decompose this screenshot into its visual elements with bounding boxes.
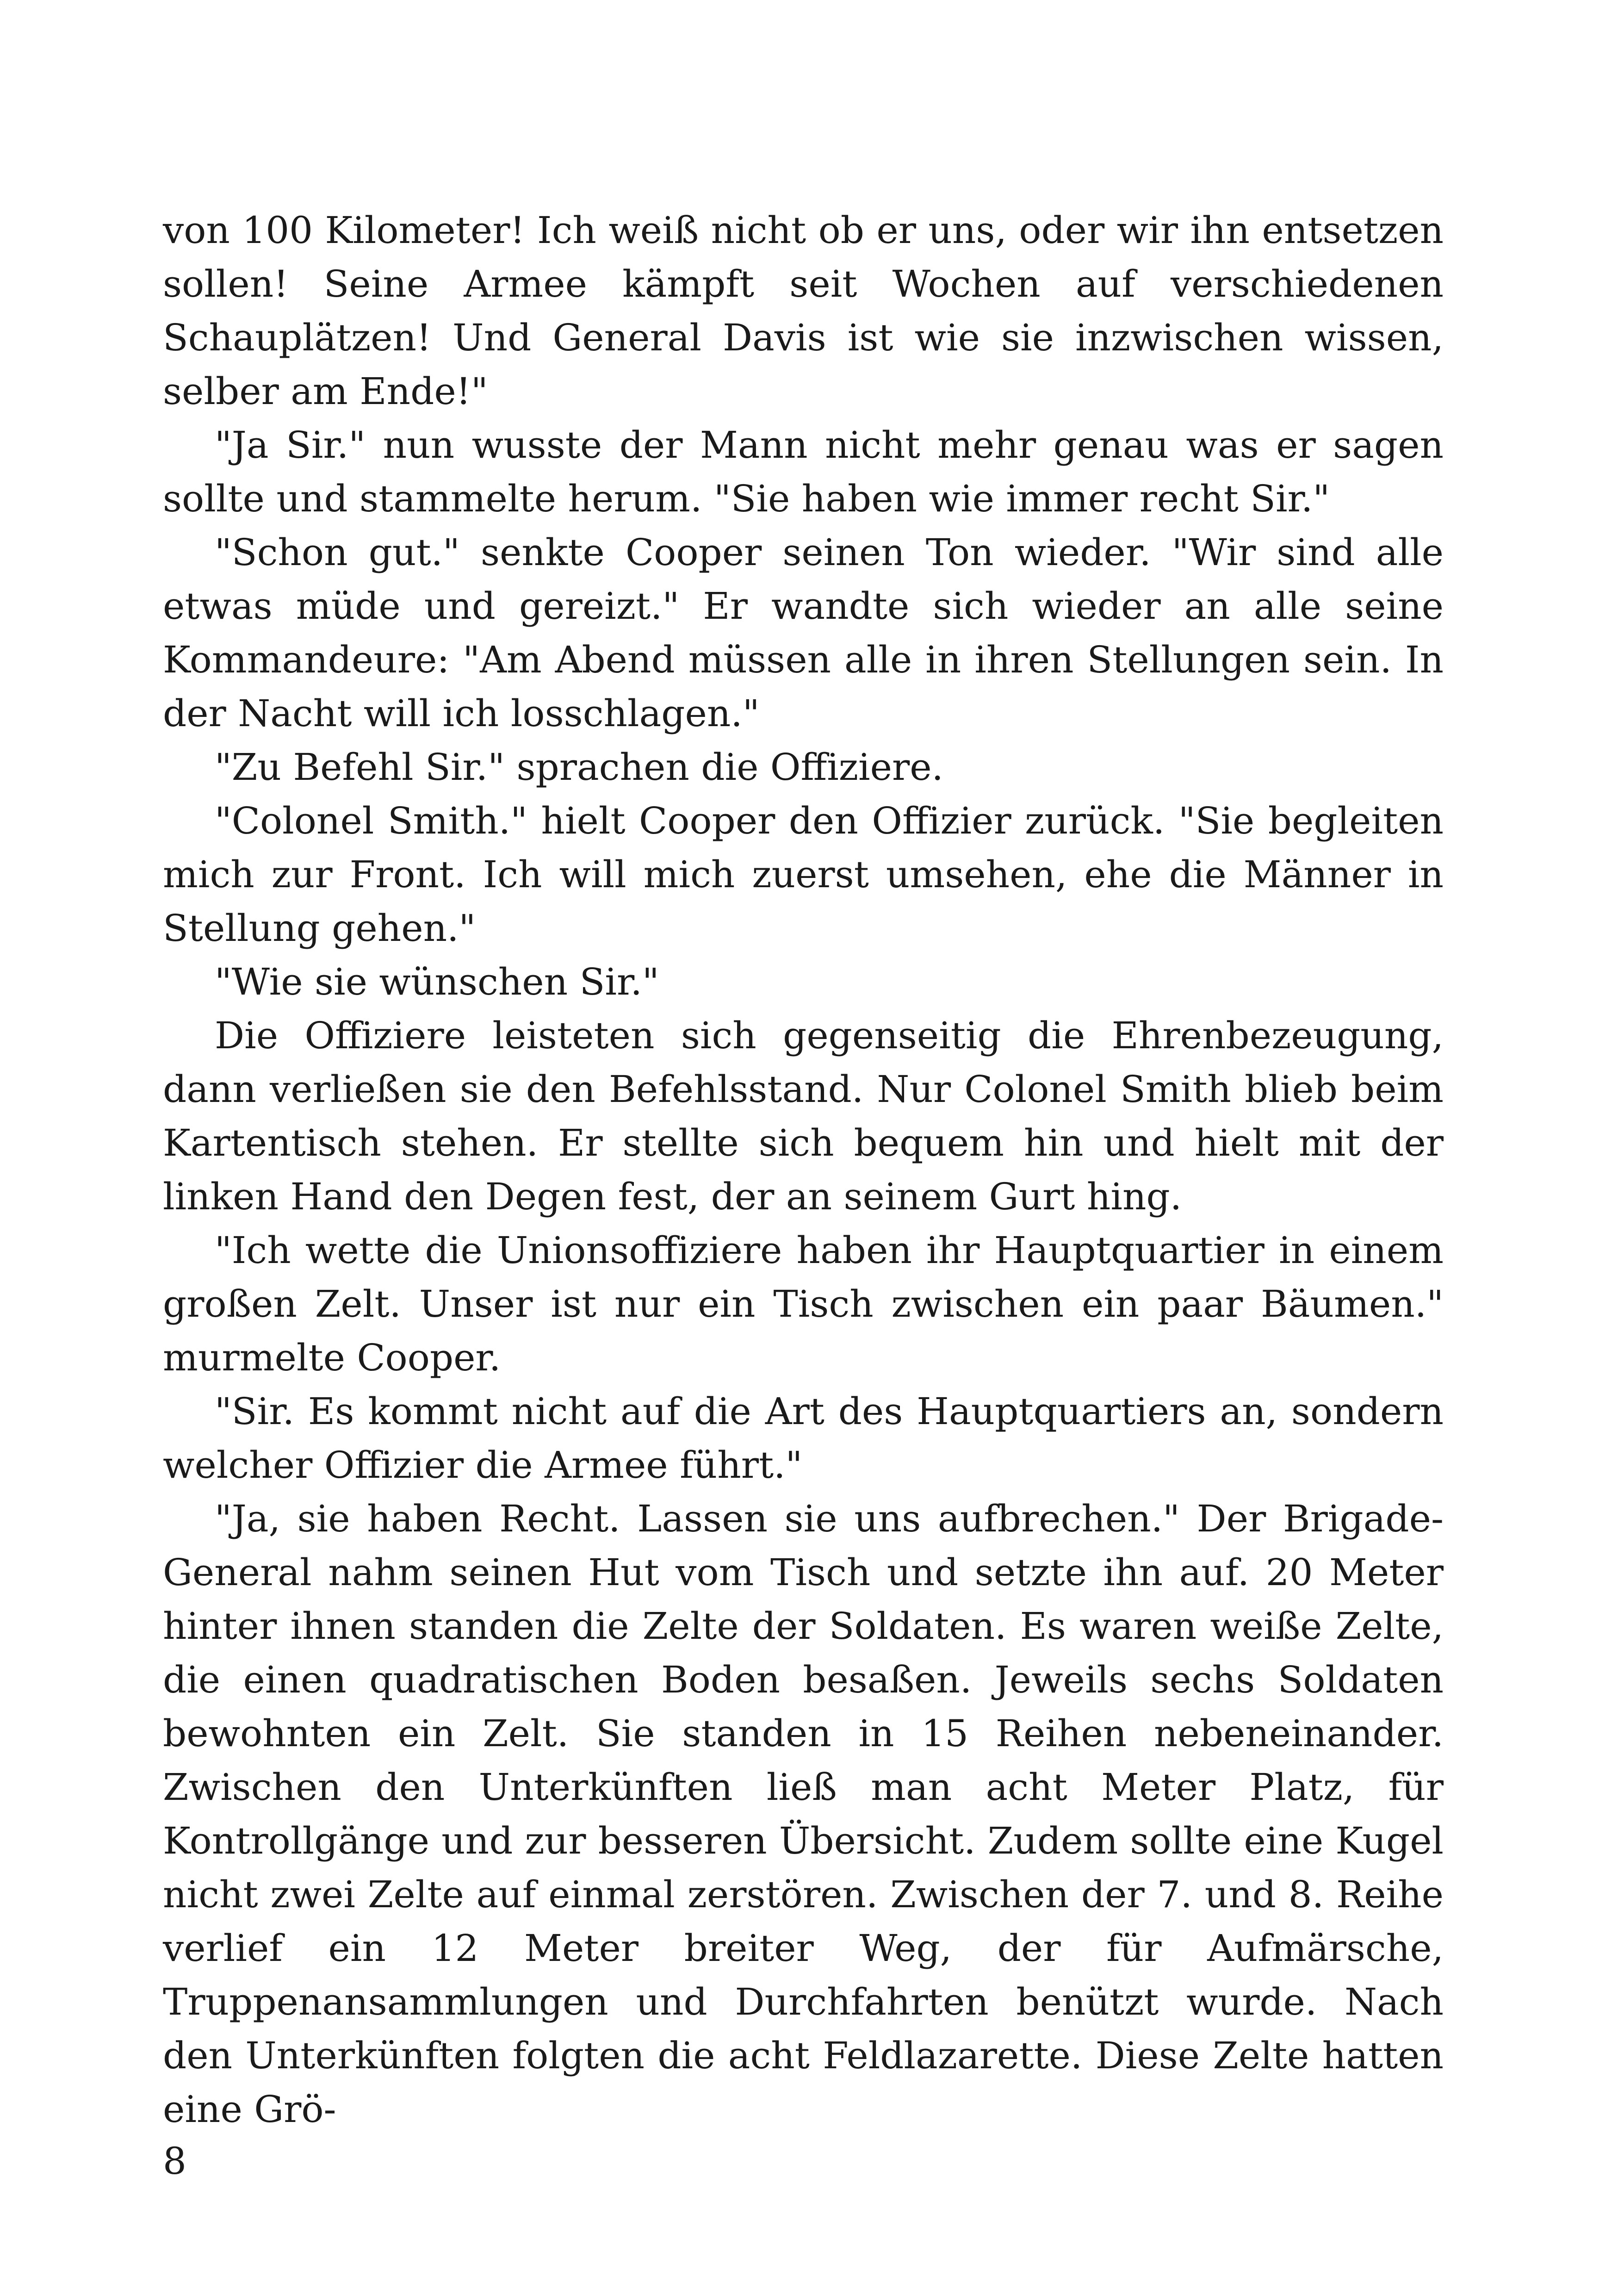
- paragraph: "Zu Befehl Sir." sprachen die Offiziere.: [215, 746, 943, 789]
- paragraph: Die Offiziere leisteten sich gegenseitig die Ehrenbezeugung, dann verließen sie den Befehlsstand. Nur Colonel Smith blieb beim Kartentisch stehen. Er stellte sich bequem hin und hielt mit der linken Hand den Degen fest, der an seinem Gurt hing.: [163, 1014, 1444, 1218]
- paragraph: "Wie sie wünschen Sir.": [215, 960, 659, 1003]
- paragraph: "Sir. Es kommt nicht auf die Art des Hauptquartiers an, sondern welcher Offizier die Armee führt.": [163, 1390, 1444, 1487]
- page-body: [163, 204, 1444, 2136]
- paragraph: "Colonel Smith." hielt Cooper den Offizier zurück. "Sie begleiten mich zur Front. Ich will mich zuerst umsehen, ehe die Männer in Stellung gehen.": [163, 799, 1444, 950]
- paragraph: "Schon gut." senkte Cooper seinen Ton wieder. "Wir sind alle etwas müde und gereizt." Er wandte sich wieder an alle seine Kommandeure: "Am Abend müssen alle in ihren Stellungen sein. In der Nacht will ich losschlagen.": [163, 531, 1444, 735]
- paragraph: "Ja, sie haben Recht. Lassen sie uns aufbrechen." Der Brigade-General nahm seinen Hut vom Tisch und setzte ihn auf. 20 Meter hinter ihnen standen die Zelte der Soldaten. Es waren weiße Zelte, die einen quadratischen Boden besaßen. Jeweils sechs Soldaten bewohnten ein Zelt. Sie standen in 15 Reihen nebeneinander. Zwischen den Unterkünften ließ man acht Meter Platz, für Kontrollgänge und zur besseren Übersicht. Zudem sollte eine Kugel nicht zwei Zelte auf einmal zerstören. Zwischen der 7. und 8. Reihe verlief ein 12 Meter breiter Weg, der für Aufmärsche, Truppenansammlungen und Durchfahrten benützt wurde. Nach den Unterkünften folgten die acht Feldlazarette. Diese Zelte hatten eine Grö-: [163, 1497, 1444, 2131]
- paragraph: "Ich wette die Unionsoffiziere haben ihr Hauptquartier in einem großen Zelt. Unser ist nur ein Tisch zwischen ein paar Bäumen." murmelte Cooper.: [163, 1229, 1444, 1379]
- paragraph: "Ja Sir." nun wusste der Mann nicht mehr genau was er sagen sollte und stammelte herum. "Sie haben wie immer recht Sir.": [163, 423, 1444, 520]
- paragraph: von 100 Kilometer! Ich weiß nicht ob er uns, oder wir ihn entsetzen sollen! Seine Armee kämpft seit Wochen auf verschiedenen Schauplätzen! Und General Davis ist wie sie inzwischen wissen, selber am Ende!": [163, 209, 1444, 413]
- page-number: 8: [163, 2140, 186, 2183]
